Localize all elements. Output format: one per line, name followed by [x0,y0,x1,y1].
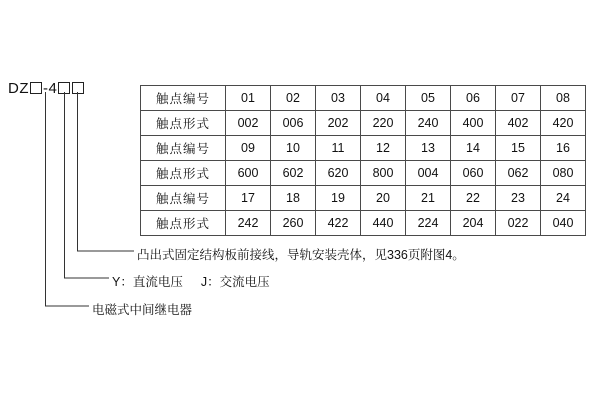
table-cell: 440 [361,211,406,236]
table-cell: 14 [451,136,496,161]
table-cell: 23 [496,186,541,211]
annotation-voltage-ac: J：交流电压 [200,275,270,289]
table-cell: 402 [496,111,541,136]
table-cell: 400 [451,111,496,136]
table-row [141,86,586,111]
table-cell: 01 [226,86,271,111]
row-header: 触点形式 [141,161,226,186]
table-cell: 07 [496,86,541,111]
model-middle: -4 [43,80,58,97]
table-cell: 16 [541,136,586,161]
table-cell: 220 [361,111,406,136]
table-cell: 04 [361,86,406,111]
table-row [141,136,586,161]
table-cell: 22 [451,186,496,211]
table-cell: 05 [406,86,451,111]
table-row [141,186,586,211]
row-header: 触点编号 [141,136,226,161]
table-row [141,161,586,186]
table-cell: 002 [226,111,271,136]
table-cell: 12 [361,136,406,161]
table-cell: 422 [316,211,361,236]
table-cell: 022 [496,211,541,236]
table-cell: 19 [316,186,361,211]
table-cell: 10 [271,136,316,161]
table-cell: 240 [406,111,451,136]
table-cell: 21 [406,186,451,211]
table-row [141,111,586,136]
annotation-relay-type-note: 电磁式中间继电器 [92,303,193,317]
table-cell: 006 [271,111,316,136]
leader-line-3 [46,96,90,306]
table-cell: 20 [361,186,406,211]
table-cell: 620 [316,161,361,186]
table-cell: 600 [226,161,271,186]
table-cell: 080 [541,161,586,186]
row-header: 触点编号 [141,86,226,111]
row-header: 触点形式 [141,111,226,136]
model-prefix: DZ [8,80,29,97]
row-header: 触点形式 [141,211,226,236]
table-cell: 060 [451,161,496,186]
table-cell: 242 [226,211,271,236]
table-cell: 420 [541,111,586,136]
table-cell: 204 [451,211,496,236]
table-cell: 062 [496,161,541,186]
table-cell: 03 [316,86,361,111]
table-cell: 13 [406,136,451,161]
table-cell: 11 [316,136,361,161]
table-cell: 260 [271,211,316,236]
contact-table-wrapper [140,85,586,236]
row-header: 触点编号 [141,186,226,211]
table-cell: 040 [541,211,586,236]
table-cell: 24 [541,186,586,211]
table-cell: 09 [226,136,271,161]
table-cell: 800 [361,161,406,186]
table-cell: 202 [316,111,361,136]
table-cell: 06 [451,86,496,111]
table-cell: 18 [271,186,316,211]
table-cell: 08 [541,86,586,111]
table-cell: 15 [496,136,541,161]
table-row [141,211,586,236]
table-cell: 02 [271,86,316,111]
table-cell: 602 [271,161,316,186]
annotation-structure-note: 凸出式固定结构板前接线，导轨安装壳体，见336页附图4。 [137,248,465,262]
contact-table [140,85,586,236]
table-cell: 17 [226,186,271,211]
annotation-voltage-note [112,272,270,290]
annotation-voltage-dc: Y：直流电压 [112,275,183,289]
table-cell: 004 [406,161,451,186]
table-cell: 224 [406,211,451,236]
leader-line-1 [78,96,135,251]
